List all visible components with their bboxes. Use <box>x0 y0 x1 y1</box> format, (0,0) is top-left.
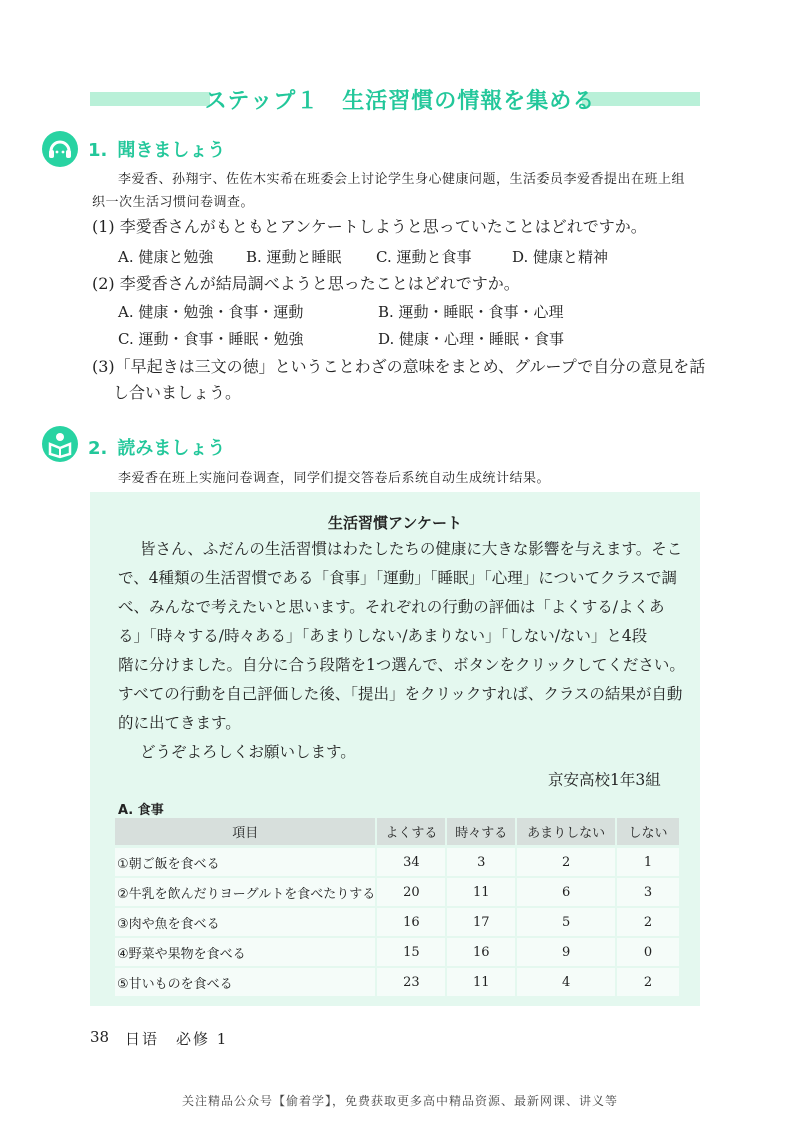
read-heading <box>88 434 225 460</box>
row-value: 34 <box>376 848 446 877</box>
listen-heading-text: 聞きましょう <box>117 140 226 161</box>
book-title: 日语 必修 1 <box>125 1030 229 1048</box>
survey-title: 生活習慣アンケート <box>327 514 463 532</box>
q2-option-b: B. 運動・睡眠・食事・心理 <box>378 303 564 321</box>
row-value: 16 <box>446 937 516 967</box>
row-value: 3 <box>446 848 516 877</box>
table-row <box>115 877 680 907</box>
survey-line-4: る」「時々する/時々ある」「あまりしない/あまりない」「しない/ない」と4段 <box>118 627 648 645</box>
table-row <box>115 937 680 967</box>
row-value: 3 <box>616 877 680 907</box>
survey-panel <box>90 492 700 1006</box>
question-3-line2: し合いましょう。 <box>113 383 242 402</box>
read-heading-text: 読みましょう <box>117 438 226 459</box>
row-item: ⑤甘いものを食べる <box>115 967 376 997</box>
row-value: 2 <box>516 848 616 877</box>
row-value: 15 <box>376 937 446 967</box>
survey-line-1: 皆さん、ふだんの生活習慣はわたしたちの健康に大きな影響を与えます。そこ <box>140 540 683 558</box>
q1-option-b: B. 運動と睡眠 <box>246 248 342 266</box>
survey-line-2: で、4種類の生活習慣である「食事」「運動」「睡眠」「心理」についてクラスで調 <box>118 569 678 587</box>
col-header-sometimes: 時々する <box>446 818 516 845</box>
col-header-never: しない <box>616 818 680 845</box>
table-row <box>115 848 680 877</box>
row-value: 16 <box>376 907 446 937</box>
row-value: 17 <box>446 907 516 937</box>
question-2: (2) 李愛香さんが結局調べようと思ったことはどれですか。 <box>92 274 520 293</box>
row-value: 6 <box>516 877 616 907</box>
q2-option-a: A. 健康・勉強・食事・運動 <box>118 303 304 321</box>
headphones-icon <box>42 131 78 167</box>
survey-line-3: べ、みんなで考えたいと思います。それぞれの行動の評価は「よくする/よくあ <box>118 598 665 616</box>
q2-option-c: C. 運動・食事・睡眠・勉強 <box>118 330 304 348</box>
survey-signature: 京安高校1年3組 <box>548 771 661 789</box>
row-value: 11 <box>446 967 516 997</box>
row-value: 2 <box>616 967 680 997</box>
row-item: ②牛乳を飲んだりヨーグルトを食べたりする <box>115 877 376 907</box>
row-value: 20 <box>376 877 446 907</box>
question-1: (1) 李愛香さんがもともとアンケートしようと思っていたことはどれですか。 <box>92 217 647 236</box>
col-header-rarely: あまりしない <box>516 818 616 845</box>
q1-option-a: A. 健康と勉強 <box>118 248 214 266</box>
watermark-text: 关注精品公众号【偷着学】，免费获取更多高中精品资源、最新网课、讲义等 <box>181 1094 618 1108</box>
survey-line-8: どうぞよろしくお願いします。 <box>140 743 356 761</box>
food-survey-table <box>115 818 681 998</box>
q1-option-c: C. 運動と食事 <box>376 248 472 266</box>
page-title: ステップ１ 生活習慣の情報を集める <box>204 89 596 114</box>
q2-option-d: D. 健康・心理・睡眠・食事 <box>378 330 565 348</box>
row-value: 23 <box>376 967 446 997</box>
listen-number: 1. <box>88 140 108 161</box>
row-value: 5 <box>516 907 616 937</box>
row-value: 0 <box>616 937 680 967</box>
listen-heading <box>88 136 225 162</box>
row-value: 11 <box>446 877 516 907</box>
table-header-row <box>115 818 680 845</box>
reading-icon <box>42 426 78 462</box>
table-row <box>115 967 680 997</box>
section-label-food: A. 食事 <box>118 803 164 818</box>
row-item: ①朝ご飯を食べる <box>115 848 376 877</box>
survey-line-6: すべての行動を自己評価した後、「提出」をクリックすれば、クラスの結果が自動 <box>118 685 683 703</box>
survey-line-5: 階に分けました。自分に合う段階を1つ選んで、ボタンをクリックしてください。 <box>118 656 685 674</box>
row-value: 9 <box>516 937 616 967</box>
q1-option-d: D. 健康と精神 <box>512 248 609 266</box>
row-item: ④野菜や果物を食べる <box>115 937 376 967</box>
listen-intro-line2: 织一次生活习惯问卷调查。 <box>92 195 255 210</box>
read-number: 2. <box>88 438 108 459</box>
row-item: ③肉や魚を食べる <box>115 907 376 937</box>
col-header-item: 項目 <box>115 818 376 845</box>
survey-line-7: 的に出てきます。 <box>118 714 241 732</box>
row-value: 2 <box>616 907 680 937</box>
table-row <box>115 907 680 937</box>
page-number: 38 <box>90 1028 110 1046</box>
row-value: 1 <box>616 848 680 877</box>
row-value: 4 <box>516 967 616 997</box>
col-header-often: よくする <box>376 818 446 845</box>
read-intro: 李爱香在班上实施问卷调查，同学们提交答卷后系统自动生成统计结果。 <box>118 471 551 486</box>
question-3-line1: (3)「早起きは三文の徳」ということわざの意味をまとめ、グループで自分の意見を話 <box>92 357 706 376</box>
listen-intro-line1: 李爱香、孙翔宇、佐佐木实希在班委会上讨论学生身心健康问题，生活委员李爱香提出在班上组 <box>118 172 686 187</box>
